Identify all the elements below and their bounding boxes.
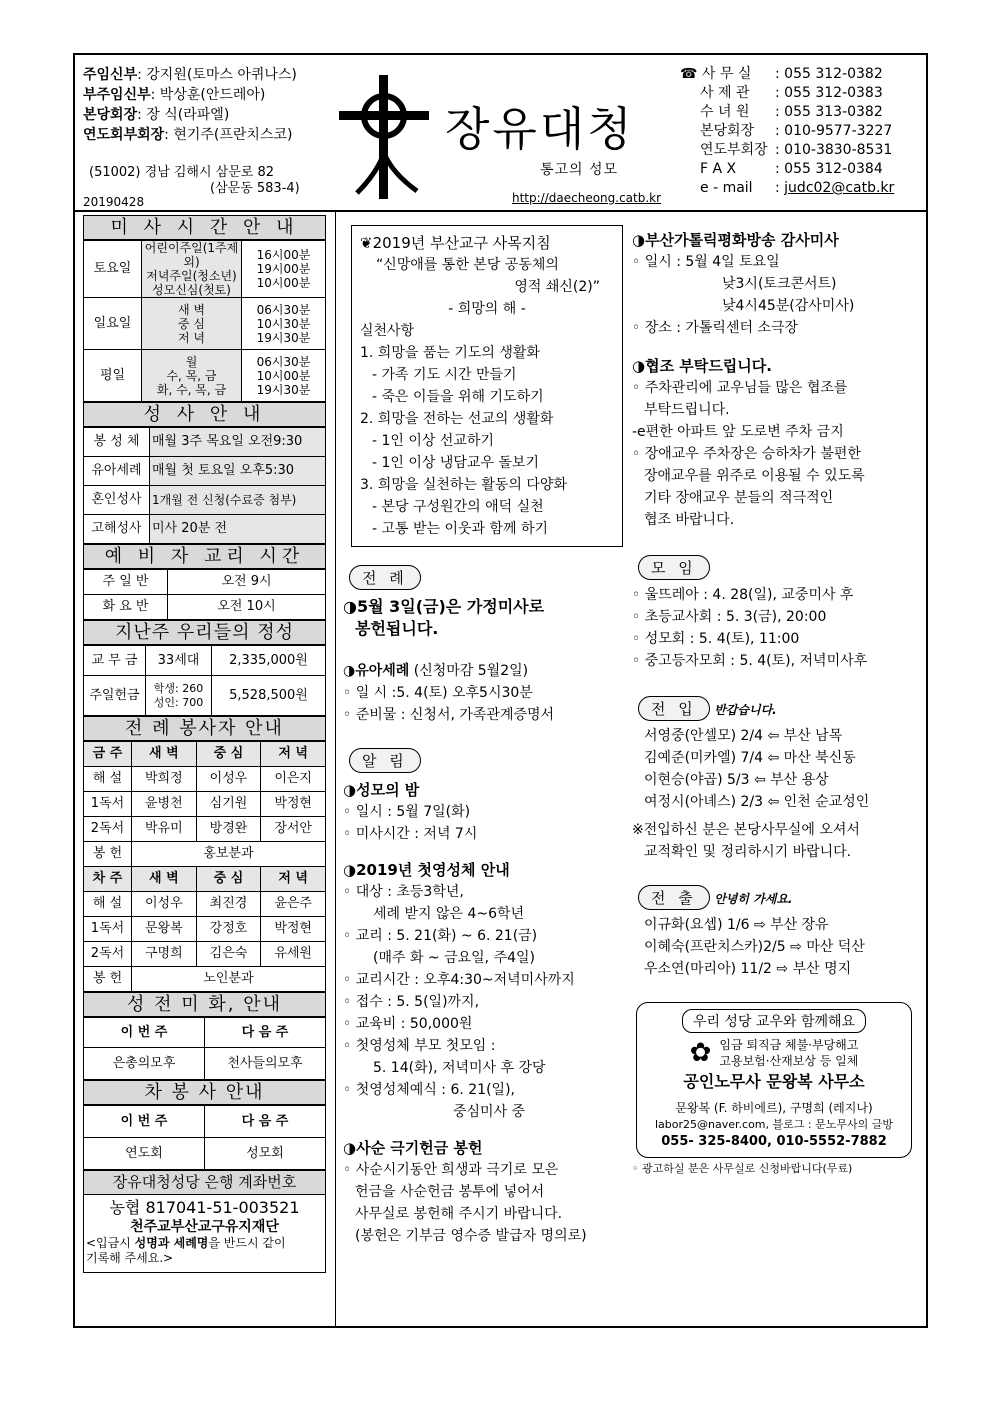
contact-label: ☎ 사 무 실: [680, 66, 752, 82]
table-row: 해 설 박희정 이성우 이은지: [84, 767, 326, 792]
bulletin-subtitle: 통고의 성모: [540, 162, 619, 178]
sacrament-value: 1개월 전 신청(수료증 첨부): [150, 486, 326, 515]
ad-footnote: ◦ 광고하실 분은 사무실로 신청바랍니다(무료): [632, 1162, 853, 1175]
notice-line: 낮3시(토크콘서트): [722, 276, 837, 292]
table-header: 새 벽: [132, 867, 197, 892]
website-link[interactable]: http://daecheong.catb.kr: [512, 191, 662, 205]
table-header: 중 심: [196, 742, 261, 767]
labor-attorney-emblem-icon: ✿: [689, 1038, 712, 1068]
notice-line: 사무실로 봉헌해 주시기 바랍니다.: [355, 1206, 563, 1222]
news-heading: ◑성모의 밤: [343, 781, 420, 799]
ad-title: 우리 성당 교우와 함께해요: [682, 1009, 866, 1033]
notice-line: ◦ 교육비 : 50,000원: [343, 1016, 473, 1032]
pastoral-year: - 희망의 해 -: [448, 301, 526, 317]
move-in-item: 김예준(미카엘) 7/4 ⇦ 마산 북신동: [644, 750, 856, 766]
notice-line: ◦ 접수 : 5. 5(일)까지,: [343, 994, 480, 1010]
meeting-item: ◦ 성모회 : 5. 4(토), 11:00: [632, 631, 800, 647]
flowers-table: [83, 1017, 326, 1080]
move-in-note: 교적확인 및 정리하시기 바랍니다.: [644, 844, 852, 860]
contact-value: 055 312-0384: [784, 161, 883, 177]
table-header: 차 주: [84, 867, 132, 892]
day-label: 평일: [84, 350, 142, 402]
practice-item: 1. 희망을 품는 기도의 생활화: [360, 345, 540, 361]
table-header: 새 벽: [132, 742, 197, 767]
class-label: 화 요 반: [84, 595, 168, 620]
notice-line: 낮4시45분(감사미사): [722, 298, 855, 314]
pastoral-quote: 영적 쇄신(2)”: [514, 279, 600, 295]
notice-line: 5. 14(화), 저녁미사 후 강당: [373, 1060, 546, 1076]
news-heading: ◑사순 극기헌금 봉헌: [343, 1139, 483, 1157]
pastoral-quote: “신망애를 통한 본당 공동체의: [376, 257, 559, 273]
move-in-item: 서영중(안셀모) 2/4 ⇦ 부산 남목: [644, 728, 843, 744]
ad-people: 문왕복 (F. 하비에르), 구명희 (레지나): [675, 1101, 873, 1115]
class-time: 오전 9시: [168, 570, 326, 595]
notice-line: ◦ 사순시기동안 희생과 극기로 모은: [343, 1162, 559, 1178]
staff-row: 본당회장: 장 식(라파엘): [83, 107, 230, 123]
liturgy-headline: ◑5월 3일(금)은 가정미사로: [343, 597, 545, 616]
liturgy-headline: 봉헌됩니다.: [355, 619, 439, 638]
left-column: [83, 215, 326, 1273]
table-header: 저 녁: [261, 867, 326, 892]
contact-value: 055 312-0383: [784, 85, 883, 101]
notice-line: (매주 화 ~ 금요일, 주4일): [373, 950, 536, 966]
sacrament-label: 고해성사: [84, 515, 150, 544]
move-in-note: ※전입하신 분은 본당사무실에 오셔서: [632, 822, 860, 838]
table-row: 2독서 박유미 방경완 장서안: [84, 817, 326, 842]
header: [75, 55, 926, 212]
account-holder: 천주교부산교구유지재단: [130, 1219, 279, 1235]
notice-line: ◦ 교리시간 : 오후4:30~저녁미사까지: [343, 972, 575, 988]
notice-line: 세례 받지 않은 4~6학년: [373, 906, 525, 922]
notice-line: 중심미사 중: [453, 1104, 526, 1120]
notice-line: ◦ 첫영성체예식 : 6. 21(일),: [343, 1082, 515, 1098]
email-link[interactable]: judc02@catb.kr: [784, 180, 895, 196]
notice-line: ◦ 일시 : 5월 7일(화): [343, 804, 471, 820]
ad-services: [645, 1037, 903, 1069]
contact-value: 010-3830-8531: [784, 142, 893, 158]
notice-line: ◦ 대상 : 초등3학년,: [343, 884, 464, 900]
table-row: 2독서 구명희 김은숙 유세원: [84, 942, 326, 967]
issue-date: 20190428: [83, 195, 145, 209]
infant-baptism-heading: ◑유아세례 (신청마감 5월2일): [343, 663, 529, 679]
notice-line: (봉헌은 기부금 영수증 발급자 명의로): [355, 1228, 587, 1244]
move-in-tag: 전 입 반갑습니다.: [638, 696, 922, 721]
tea-service-table: [83, 1105, 326, 1170]
staff-list: [83, 65, 297, 145]
mass-type-cell: 어린이주일(1주제외) 저녁주일(청소년) 성모신심(첫토): [142, 241, 242, 298]
table-cell: 연도회: [84, 1138, 205, 1170]
sacraments-table: [83, 427, 326, 544]
contact-value: 055 312-0382: [784, 66, 883, 82]
meeting-item: ◦ 초등교사회 : 5. 3(금), 20:00: [632, 609, 827, 625]
sacrament-label: 봉 성 체: [84, 428, 150, 457]
notice-line: ◦ 장소 : 가톨릭센터 소극장: [632, 320, 799, 336]
news-heading: ◑2019년 첫영성체 안내: [343, 861, 510, 879]
class-label: 주 일 반: [84, 570, 168, 595]
liturgy-ministers-title: 전 례 봉사자 안내: [83, 716, 326, 741]
notice-line: ◦ 주차관리에 교우님들 많은 협조를: [632, 380, 848, 396]
contact-label: 사 제 관: [700, 85, 750, 101]
table-row: 봉 헌 노인분과: [84, 967, 326, 992]
contact-values: : 055 312-0382 : 055 312-0383 : 055 313-0382 : 010-9577-3227 : 010-3830-8531 : 055 312-0384 : judc02@catb.kr: [775, 66, 895, 196]
notice-line: ◦ 장애교우 주차장은 승하차가 불편한: [632, 446, 861, 462]
pastoral-box: [351, 225, 623, 547]
table-header: 저 녁: [261, 742, 326, 767]
contact-label: 수 녀 원: [700, 104, 750, 120]
staff-row: 부주임신부: 박상훈(안드레아): [83, 87, 266, 103]
contact-value: 055 313-0382: [784, 104, 883, 120]
cross-logo-icon: [337, 73, 432, 203]
notice-line: -e편한 아파트 앞 도로변 주차 금지: [632, 424, 844, 440]
notice-line: ◦ 준비물 : 신청서, 가족관계증명서: [343, 707, 555, 723]
bank-note: 기록해 주세요.>: [86, 1251, 174, 1265]
sacrament-label: 혼인성사: [84, 486, 150, 515]
day-label: 일요일: [84, 298, 142, 350]
table-cell: 천사들의모후: [205, 1048, 326, 1080]
table-header: 중 심: [196, 867, 261, 892]
pastoral-title: ❦2019년 부산교구 사목지침: [360, 234, 551, 252]
bank-note: <입금시 성명과 세례명을 반드시 같이: [86, 1236, 286, 1250]
catechumen-title: 예 비 자 교리 시간: [83, 544, 326, 569]
practice-item: - 1인 이상 선교하기: [372, 433, 494, 449]
offering-table: [83, 645, 326, 716]
table-cell: 은총의모후: [84, 1048, 205, 1080]
notice-line: ◦ 교리 : 5. 21(화) ~ 6. 21(금): [343, 928, 538, 944]
mass-type-cell: 새 벽 중 심 저 녁: [142, 298, 242, 350]
attendance-cell: 학생: 260 성인: 700: [146, 676, 212, 716]
notice-line: 장애교우를 위주로 이용될 수 있도록: [644, 468, 865, 484]
notice-line: 기타 장애교우 분들의 적극적인: [644, 490, 834, 506]
notice-line: 협조 바랍니다.: [644, 512, 735, 528]
mass-time-cell: 16시00분 19시00분 10시00분: [242, 241, 326, 298]
table-header: 다 음 주: [205, 1018, 326, 1048]
news-tag: 알 림: [349, 748, 627, 773]
practice-item: - 고통 받는 이웃과 함께 하기: [372, 521, 549, 537]
table-row: 해 설 이성우 최진경 윤은주: [84, 892, 326, 917]
table-header: 이 번 주: [84, 1106, 205, 1138]
mass-time-cell: 06시30분 10시00분 19시30분: [242, 350, 326, 402]
mass-type-cell: 월 수, 목, 금 화, 수, 목, 금: [142, 350, 242, 402]
bulletin-page: [73, 53, 928, 1328]
table-row: 1독서 윤병천 심기원 박정현: [84, 792, 326, 817]
notice-line: 부탁드립니다.: [644, 402, 730, 418]
column-divider: [335, 212, 336, 1328]
ad-box: [636, 1002, 912, 1158]
bulletin-title: 장유대청: [445, 102, 635, 156]
right-column: [632, 215, 922, 1178]
bank-account: 농협 817041-51-003521: [109, 1198, 300, 1217]
diocese-emblem-icon: ❦: [360, 234, 373, 252]
ad-email: labor25@naver.com, 블로그 : 문노무사의 글방: [655, 1118, 893, 1131]
ministers-this-week-table: [83, 741, 326, 992]
address-line-2: (삼문동 583-4): [210, 181, 300, 196]
ad-service-line: 임금 퇴직금 체불·부당해고: [719, 1038, 859, 1052]
ad-service-line: 고용보험·산재보상 등 일체: [719, 1054, 859, 1068]
table-header: 다 음 주: [205, 1106, 326, 1138]
ad-phone: 055- 325-8400, 010-5552-7882: [661, 1134, 887, 1149]
address-line-1: (51002) 경남 김해시 삼문로 82: [89, 165, 275, 180]
ad-office-name: 공인노무사 문왕복 사무소: [683, 1072, 865, 1091]
meeting-item: ◦ 중고등자모회 : 5. 4(토), 저녁미사후: [632, 653, 868, 669]
move-out-item: 이혜숙(프란치스카)2/5 ⇨ 마산 덕산: [644, 939, 865, 955]
cooperation-heading: ◑협조 부탁드립니다.: [632, 357, 772, 375]
notice-line: ◦ 일 시 :5. 4(토) 오후5시30분: [343, 685, 533, 701]
practice-heading: 실천사항: [360, 323, 415, 339]
contact-label: e - mail: [700, 180, 753, 196]
practice-item: - 죽은 이들을 위해 기도하기: [372, 389, 544, 405]
sacrament-label: 유아세례: [84, 457, 150, 486]
staff-row: 연도회부회장: 현기주(프란치스코): [83, 127, 293, 143]
notice-line: ◦ 첫영성체 부모 첫모임 :: [343, 1038, 496, 1054]
sacrament-value: 미사 20분 전: [150, 515, 326, 544]
practice-item: 2. 희망을 전하는 선교의 생활화: [360, 411, 554, 427]
contact-label: 본당회장: [700, 123, 755, 139]
sacrament-value: 매월 3주 목요일 오전9:30: [150, 428, 326, 457]
tea-service-title: 차 봉 사 안내: [83, 1080, 326, 1105]
table-row: 1독서 문왕복 강정호 박정현: [84, 917, 326, 942]
move-in-item: 이현승(야곱) 5/3 ⇦ 부산 용상: [644, 772, 829, 788]
table-header: 금 주: [84, 742, 132, 767]
notice-line: 헌금을 사순헌금 봉투에 넣어서: [355, 1184, 545, 1200]
practice-item: - 1인 이상 냉담교우 돌보기: [372, 455, 539, 471]
bank-title: 장유대청성당 은행 계좌번호: [83, 1170, 326, 1195]
bank-box: [83, 1195, 326, 1273]
sacrament-value: 매월 첫 토요일 오후5:30: [150, 457, 326, 486]
offering-amount: 5,528,500원: [212, 676, 326, 716]
day-label: 토요일: [84, 241, 142, 298]
move-in-item: 여정시(아녜스) 2/3 ⇦ 인천 순교성인: [644, 794, 870, 810]
household-count: 33세대: [146, 646, 212, 676]
table-header: 이 번 주: [84, 1018, 205, 1048]
contact-label: F A X: [700, 161, 737, 177]
practice-item: 3. 희망을 실천하는 활동의 다양화: [360, 477, 567, 493]
meeting-item: ◦ 울뜨레아 : 4. 28(일), 교중미사 후: [632, 587, 854, 603]
practice-item: - 가족 기도 시간 만들기: [372, 367, 517, 383]
mass-schedule-table: [83, 240, 326, 402]
contact-label: 연도부회장: [700, 142, 768, 158]
table-row: 봉 헌 홍보분과: [84, 842, 326, 867]
offering-title: 지난주 우리들의 정성: [83, 620, 326, 645]
class-time: 오전 10시: [168, 595, 326, 620]
move-out-tag: 전 출 안녕히 가세요.: [638, 885, 922, 910]
move-out-item: 이규화(요셉) 1/6 ⇨ 부산 장유: [644, 917, 829, 933]
offering-amount: 2,335,000원: [212, 646, 326, 676]
contact-value: 010-9577-3227: [784, 123, 893, 139]
offering-label: 교 무 금: [84, 646, 146, 676]
catechumen-table: [83, 569, 326, 620]
sacraments-title: 성 사 안 내: [83, 402, 326, 427]
middle-column: [343, 215, 627, 1247]
table-cell: 성모회: [205, 1138, 326, 1170]
flowers-title: 성 전 미 화, 안내: [83, 992, 326, 1017]
move-out-item: 우소연(마리아) 11/2 ⇨ 부산 명지: [644, 961, 852, 977]
notice-line: ◦ 일시 : 5월 4일 토요일: [632, 254, 780, 270]
staff-row: 주임신부: 강지원(토마스 아퀴나스): [83, 67, 297, 83]
mass-schedule-title: 미 사 시 간 안 내: [83, 215, 326, 240]
notice-line: ◦ 미사시간 : 저녁 7시: [343, 826, 478, 842]
offering-label: 주일헌금: [84, 676, 146, 716]
liturgy-tag: 전 례: [349, 565, 627, 590]
meetings-tag: 모 임: [638, 555, 922, 580]
contact-labels: [680, 65, 768, 198]
mass-time-cell: 06시30분 10시30분 19시30분: [242, 298, 326, 350]
practice-item: - 본당 구성원간의 애덕 실천: [372, 499, 544, 515]
broadcast-heading: ◑부산가톨릭평화방송 감사미사: [632, 231, 839, 249]
